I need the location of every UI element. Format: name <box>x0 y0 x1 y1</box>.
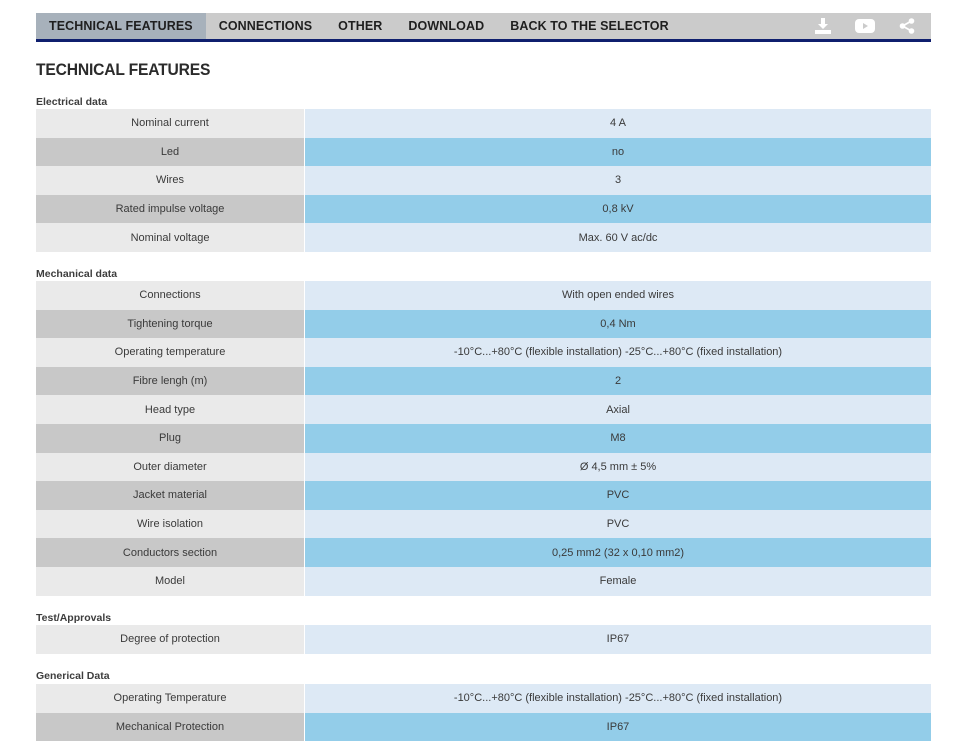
spec-value: 0,25 mm2 (32 x 0,10 mm2) <box>305 538 931 567</box>
spec-value: PVC <box>305 510 931 539</box>
spec-value: IP67 <box>305 713 931 742</box>
table-row <box>36 684 931 713</box>
spec-label: Operating Temperature <box>36 684 305 713</box>
generical-data-table <box>36 684 931 741</box>
spec-value: no <box>305 138 931 167</box>
spec-label: Mechanical Protection <box>36 713 305 742</box>
table-row <box>36 453 931 482</box>
nav-icon-group <box>811 13 931 39</box>
table-row <box>36 138 931 167</box>
section-label-test-approvals: Test/Approvals <box>36 612 112 624</box>
share-icon[interactable] <box>895 16 919 36</box>
table-row <box>36 538 931 567</box>
spec-value: M8 <box>305 424 931 453</box>
spec-label: Nominal voltage <box>36 223 305 252</box>
spec-label: Nominal current <box>36 109 305 138</box>
spec-value: -10°C...+80°C (flexible installation) -25°C...+80°C (fixed installation) <box>305 338 931 367</box>
spec-label: Conductors section <box>36 538 305 567</box>
table-row <box>36 395 931 424</box>
spec-label: Tightening torque <box>36 310 305 339</box>
spec-label: Head type <box>36 395 305 424</box>
spec-value: 0,8 kV <box>305 195 931 224</box>
spec-label: Wire isolation <box>36 510 305 539</box>
table-row <box>36 424 931 453</box>
spec-value: Female <box>305 567 931 596</box>
table-row <box>36 223 931 252</box>
table-row <box>36 567 931 596</box>
spec-label: Operating temperature <box>36 338 305 367</box>
download-icon[interactable] <box>811 16 835 36</box>
section-label-generical: Generical Data <box>36 670 110 682</box>
test-approvals-table <box>36 625 931 654</box>
tab-other[interactable]: OTHER <box>338 19 383 33</box>
tab-technical-features[interactable]: TECHNICAL FEATURES <box>36 13 206 39</box>
spec-value: 4 A <box>305 109 931 138</box>
section-label-mechanical: Mechanical data <box>36 268 118 280</box>
spec-value: With open ended wires <box>305 281 931 310</box>
spec-value: Axial <box>305 395 931 424</box>
tab-download[interactable]: DOWNLOAD <box>408 19 485 33</box>
table-row <box>36 367 931 396</box>
spec-label: Wires <box>36 166 305 195</box>
section-label-electrical: Electrical data <box>36 96 108 108</box>
table-row <box>36 195 931 224</box>
table-row <box>36 281 931 310</box>
spec-label: Plug <box>36 424 305 453</box>
spec-label: Fibre lengh (m) <box>36 367 305 396</box>
spec-label: Model <box>36 567 305 596</box>
mechanical-data-table <box>36 281 931 596</box>
table-row <box>36 625 931 654</box>
table-row <box>36 166 931 195</box>
table-row <box>36 510 931 539</box>
table-row <box>36 310 931 339</box>
table-row <box>36 109 931 138</box>
spec-label: Connections <box>36 281 305 310</box>
spec-value: Ø 4,5 mm ± 5% <box>305 453 931 482</box>
spec-label: Outer diameter <box>36 453 305 482</box>
spec-value: -10°C...+80°C (flexible installation) -25°C...+80°C (fixed installation) <box>305 684 931 713</box>
page-title: TECHNICAL FEATURES <box>36 60 211 79</box>
spec-label: Jacket material <box>36 481 305 510</box>
spec-label: Rated impulse voltage <box>36 195 305 224</box>
video-icon[interactable] <box>853 16 877 36</box>
spec-value: Max. 60 V ac/dc <box>305 223 931 252</box>
spec-value: IP67 <box>305 625 931 654</box>
spec-value: PVC <box>305 481 931 510</box>
spec-label: Degree of protection <box>36 625 305 654</box>
table-row <box>36 481 931 510</box>
tab-back-to-selector[interactable]: BACK TO THE SELECTOR <box>510 19 669 33</box>
spec-label: Led <box>36 138 305 167</box>
spec-value: 0,4 Nm <box>305 310 931 339</box>
spec-value: 3 <box>305 166 931 195</box>
tab-connections[interactable]: CONNECTIONS <box>218 19 313 33</box>
electrical-data-table <box>36 109 931 252</box>
top-nav-bar <box>36 13 931 42</box>
table-row <box>36 713 931 742</box>
table-row <box>36 338 931 367</box>
spec-value: 2 <box>305 367 931 396</box>
